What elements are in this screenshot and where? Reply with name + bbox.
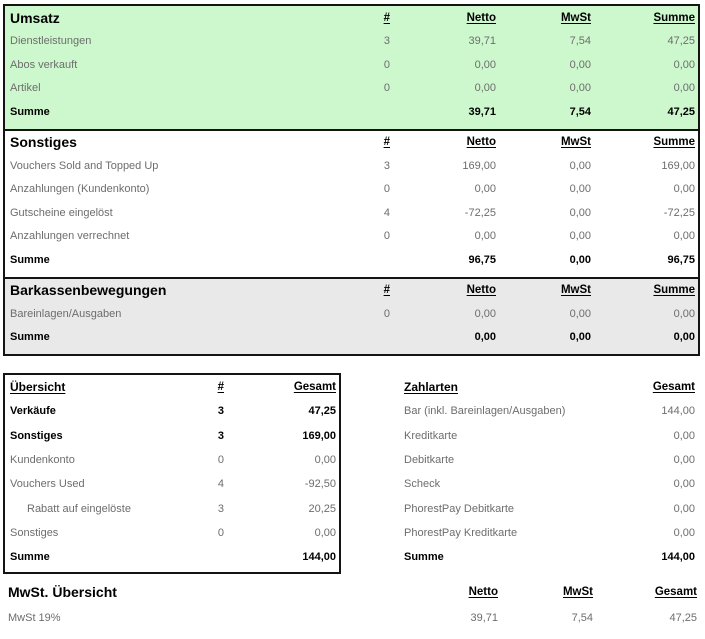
row-summe: 0,00: [673, 307, 695, 320]
row-summe: 169,00: [661, 159, 695, 172]
row-label: Anzahlungen (Kundenkonto): [10, 183, 150, 196]
row-summe: 0,00: [673, 58, 695, 71]
row-summe: 47,25: [667, 105, 695, 118]
section-title: Sonstiges: [10, 134, 77, 151]
row-netto: 0,00: [474, 331, 496, 344]
section-header-row: [3, 579, 700, 605]
table-row: [5, 30, 698, 54]
overview-and-payments: [3, 373, 700, 574]
section-title: Barkassenbewegungen: [10, 282, 167, 299]
row-count: 0: [383, 183, 390, 196]
col-header-count: #: [383, 284, 390, 297]
table-row: [5, 472, 339, 496]
table-row: [5, 201, 698, 225]
row-netto: 39,71: [468, 35, 496, 48]
row-count: 3: [217, 405, 224, 418]
row-count: 0: [383, 307, 390, 320]
table-row: [5, 448, 339, 472]
row-label: Rabatt auf eingelöste: [27, 502, 131, 515]
row-summe: 47,25: [667, 35, 695, 48]
row-netto: 0,00: [474, 82, 496, 95]
table-row: [3, 605, 700, 631]
row-gesamt: 0,00: [673, 526, 695, 539]
summe-row: [5, 248, 698, 272]
row-count: 0: [217, 526, 224, 539]
table-row: [5, 302, 698, 326]
table-row: [5, 77, 698, 101]
row-mwst: 7,54: [569, 105, 591, 118]
row-netto: 0,00: [474, 58, 496, 71]
table-row: [399, 521, 698, 545]
row-label: Summe: [10, 105, 50, 118]
section-barkassenbewegungen: [5, 277, 698, 355]
col-header-gesamt: Gesamt: [654, 586, 697, 598]
row-gesamt: -92,50: [304, 478, 336, 491]
row-gesamt: 0,00: [673, 502, 695, 515]
sales-summary-block: [3, 4, 700, 356]
row-summe: 96,75: [667, 253, 695, 266]
row-count: 3: [217, 502, 224, 515]
col-header-mwst: MwSt: [560, 284, 591, 297]
row-label: MwSt 19%: [8, 612, 61, 624]
row-netto: 169,00: [462, 159, 496, 172]
row-count: 0: [217, 454, 224, 467]
section-title: MwSt. Übersicht: [8, 584, 117, 600]
row-summe: 0,00: [673, 331, 695, 344]
table-row: [399, 496, 698, 520]
row-netto: 0,00: [474, 230, 496, 243]
table-row: [5, 53, 698, 77]
row-gesamt: 47,25: [308, 405, 336, 418]
col-header-count: #: [383, 136, 390, 149]
row-count: 0: [383, 58, 390, 71]
row-mwst: 7,54: [571, 612, 593, 624]
row-netto: 39,71: [470, 612, 498, 624]
row-count: 4: [383, 206, 390, 219]
section-header-row: [5, 375, 339, 399]
row-summe: 0,00: [673, 230, 695, 243]
col-header-netto: Netto: [466, 136, 496, 149]
row-summe: 0,00: [673, 82, 695, 95]
row-gesamt: 144,00: [302, 551, 336, 564]
row-count: 0: [383, 82, 390, 95]
mwst-uebersicht-block: [3, 579, 700, 631]
col-header-gesamt: Gesamt: [293, 381, 336, 394]
section-header-row: [5, 6, 698, 30]
row-label: Gutscheine eingelöst: [10, 206, 113, 219]
row-label: Sonstiges: [10, 429, 63, 442]
table-row: [5, 496, 339, 520]
row-mwst: 7,54: [569, 35, 591, 48]
row-label: Abos verkauft: [10, 58, 78, 71]
col-header-netto: Netto: [468, 586, 498, 598]
row-label: Verkäufe: [10, 405, 56, 418]
row-count: 3: [383, 35, 390, 48]
row-mwst: 0,00: [569, 253, 591, 266]
row-mwst: 0,00: [569, 183, 591, 196]
row-mwst: 0,00: [569, 82, 591, 95]
uebersicht-table: [3, 373, 341, 574]
col-header-mwst: MwSt: [560, 136, 591, 149]
table-row: [399, 399, 698, 423]
row-gesamt: 169,00: [302, 429, 336, 442]
table-row: [5, 154, 698, 178]
col-header-summe: Summe: [653, 284, 695, 297]
table-row: [5, 521, 339, 545]
row-mwst: 0,00: [569, 230, 591, 243]
row-label: Scheck: [404, 478, 441, 491]
row-gesamt: 0,00: [673, 429, 695, 442]
table-row: [399, 472, 698, 496]
row-mwst: 0,00: [569, 159, 591, 172]
col-header-mwst: MwSt: [562, 586, 593, 598]
row-count: 3: [217, 429, 224, 442]
row-gesamt: 0,00: [314, 526, 336, 539]
summe-row: [5, 545, 339, 569]
col-header-netto: Netto: [466, 284, 496, 297]
row-label: Vouchers Used: [10, 478, 85, 491]
table-row: [5, 399, 339, 423]
col-header-netto: Netto: [466, 11, 496, 24]
row-gesamt: 144,00: [661, 551, 695, 564]
row-label: Vouchers Sold and Topped Up: [10, 159, 159, 172]
row-label: Bareinlagen/Ausgaben: [10, 307, 122, 320]
table-row: [399, 448, 698, 472]
row-netto: 96,75: [468, 253, 496, 266]
row-summe: 0,00: [673, 183, 695, 196]
row-label: Dienstleistungen: [10, 35, 92, 48]
row-netto: 0,00: [474, 307, 496, 320]
col-header-count: #: [217, 381, 224, 394]
row-gesamt: 20,25: [308, 502, 336, 515]
row-mwst: 0,00: [569, 331, 591, 344]
row-label: PhorestPay Debitkarte: [404, 502, 515, 515]
row-netto: 39,71: [468, 105, 496, 118]
row-label: Sonstiges: [10, 526, 59, 539]
row-mwst: 0,00: [569, 307, 591, 320]
table-row: [5, 424, 339, 448]
summe-row: [5, 326, 698, 350]
row-mwst: 0,00: [569, 206, 591, 219]
row-netto: 0,00: [474, 183, 496, 196]
section-umsatz: [5, 6, 698, 129]
section-header-row: [5, 131, 698, 155]
row-count: 3: [383, 159, 390, 172]
section-sonstiges: [5, 129, 698, 277]
col-header-summe: Summe: [653, 11, 695, 24]
col-header-mwst: MwSt: [560, 11, 591, 24]
col-header-count: #: [383, 11, 390, 24]
table-row: [5, 225, 698, 249]
row-gesamt: 47,25: [669, 612, 697, 624]
row-label: Summe: [10, 551, 50, 564]
col-header-gesamt: Gesamt: [652, 381, 695, 394]
summe-row: [399, 545, 698, 569]
row-summe: -72,25: [663, 206, 695, 219]
table-row: [399, 424, 698, 448]
row-label: Summe: [10, 331, 50, 344]
row-label: Kundenkonto: [10, 454, 75, 467]
section-title: Übersicht: [10, 380, 66, 395]
row-label: Debitkarte: [404, 454, 455, 467]
row-mwst: 0,00: [569, 58, 591, 71]
row-label: Kreditkarte: [404, 429, 458, 442]
row-count: 4: [217, 478, 224, 491]
section-title: Zahlarten: [404, 380, 459, 395]
row-label: Artikel: [10, 82, 41, 95]
summe-row: [5, 100, 698, 124]
row-label: Anzahlungen verrechnet: [10, 230, 130, 243]
row-gesamt: 0,00: [314, 454, 336, 467]
row-label: PhorestPay Kreditkarte: [404, 526, 518, 539]
section-title: Umsatz: [10, 9, 60, 26]
section-header-row: [399, 375, 698, 399]
row-count: 0: [383, 230, 390, 243]
col-header-summe: Summe: [653, 136, 695, 149]
row-gesamt: 144,00: [661, 405, 695, 418]
table-row: [5, 178, 698, 202]
row-label: Summe: [10, 253, 50, 266]
zahlarten-table: [399, 373, 698, 574]
row-label: Bar (inkl. Bareinlagen/Ausgaben): [404, 405, 566, 418]
row-netto: -72,25: [464, 206, 496, 219]
row-label: Summe: [404, 551, 444, 564]
row-gesamt: 0,00: [673, 478, 695, 491]
row-gesamt: 0,00: [673, 454, 695, 467]
section-header-row: [5, 279, 698, 303]
